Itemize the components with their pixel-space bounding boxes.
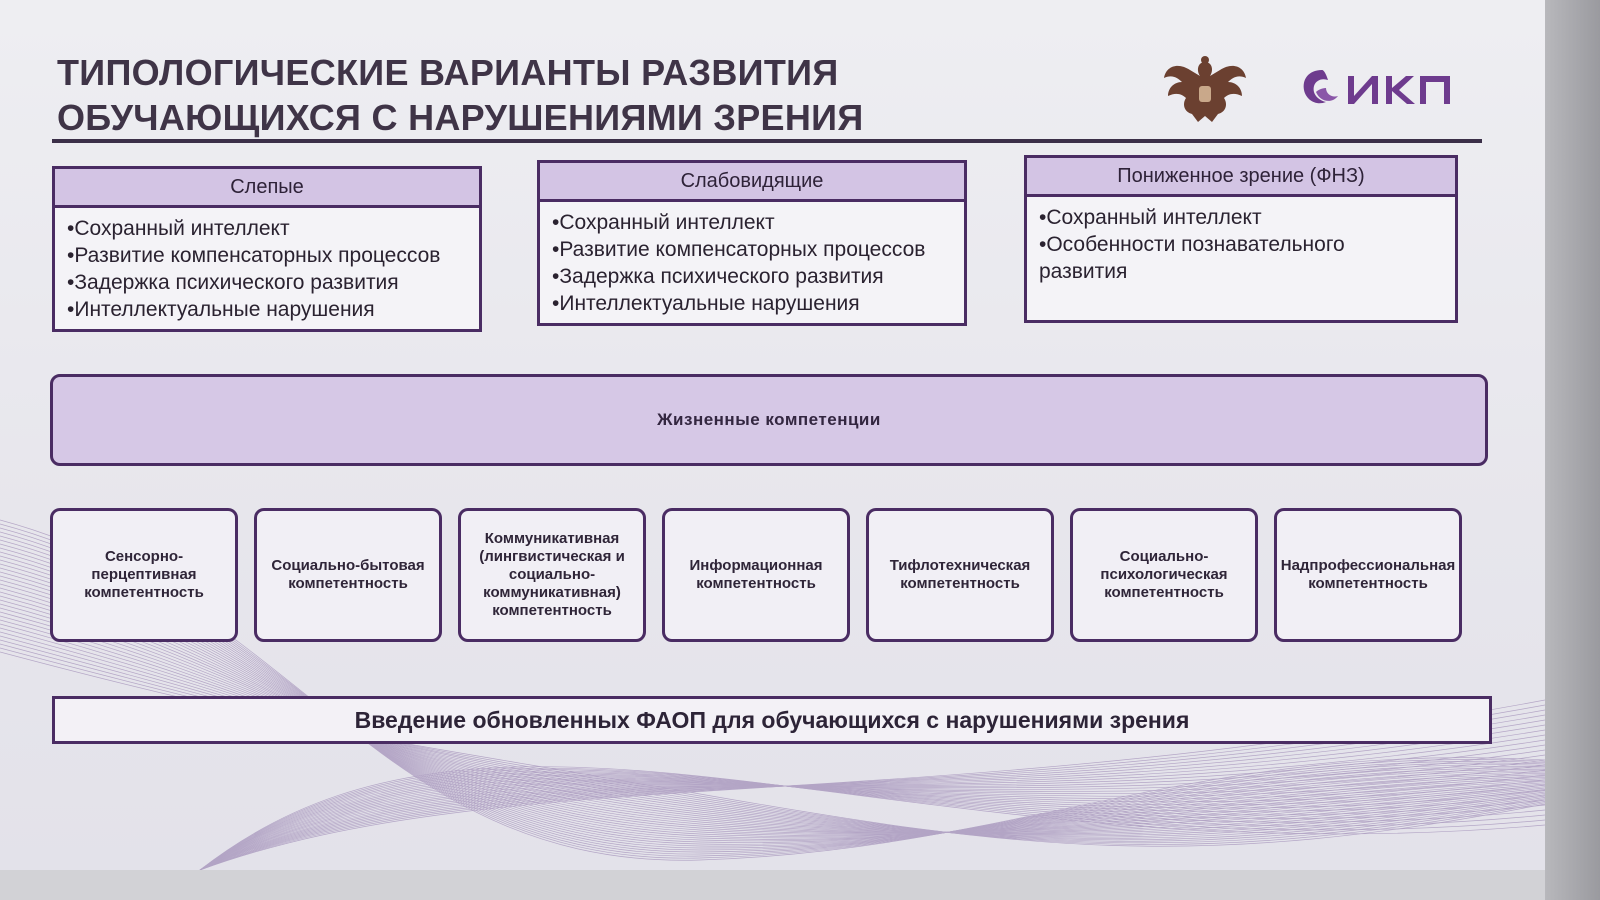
competency-label: Социально-бытовая компетентность xyxy=(271,557,425,592)
eagle-emblem-icon xyxy=(1160,52,1250,130)
title-line-1: ТИПОЛОГИЧЕСКИЕ ВАРИАНТЫ РАЗВИТИЯ xyxy=(57,52,839,93)
competencies-row xyxy=(50,508,1490,646)
title-divider xyxy=(52,139,1482,143)
list-item: •Интеллектуальные нарушения xyxy=(67,298,375,321)
category-blind xyxy=(52,166,482,332)
monitor-bezel xyxy=(1545,0,1600,900)
list-item: •Развитие компенсаторных процессов xyxy=(67,244,441,267)
category-header: Слабовидящие xyxy=(540,163,964,202)
category-header: Слепые xyxy=(55,169,479,208)
category-header: Пониженное зрение (ФНЗ) xyxy=(1027,158,1455,197)
competency-card xyxy=(662,508,850,642)
competency-card xyxy=(254,508,442,642)
category-list xyxy=(1027,197,1409,285)
list-item: •Задержка психического развития xyxy=(67,271,399,294)
competency-label: Надпрофессиональная компетентность xyxy=(1280,557,1456,592)
category-low-vision xyxy=(537,160,967,326)
competency-label: Тифлотехническая компетентность xyxy=(889,557,1031,592)
life-competencies-box xyxy=(50,374,1488,466)
list-item: •Развитие компенсаторных процессов xyxy=(552,238,926,261)
footer-banner xyxy=(52,696,1492,744)
competency-label: Коммуникативная (лингвистическая и социально-коммуникативная) компетентность xyxy=(479,530,625,619)
life-competencies-label: Жизненные компетенции xyxy=(657,410,881,429)
list-item: •Сохранный интеллект xyxy=(552,211,775,234)
list-item: •Сохранный интеллект xyxy=(67,217,290,240)
competency-card xyxy=(1070,508,1258,642)
title-line-2: ОБУЧАЮЩИХСЯ С НАРУШЕНИЯМИ ЗРЕНИЯ xyxy=(57,97,864,138)
category-list xyxy=(55,208,479,323)
list-item: •Интеллектуальные нарушения xyxy=(552,292,860,315)
slide-title xyxy=(57,50,1057,140)
competency-label: Сенсорно-перцептивная компетентность xyxy=(84,548,204,601)
competency-card xyxy=(866,508,1054,642)
competency-label: Социально-психологическая компетентность xyxy=(1100,548,1228,601)
category-list xyxy=(540,202,964,317)
category-reduced-vision xyxy=(1024,155,1458,323)
list-item: •Сохранный интеллект xyxy=(1039,206,1262,229)
competency-label: Информационная компетентность xyxy=(689,557,823,592)
list-item: •Особенности познавательного развития xyxy=(1039,233,1345,283)
competency-card xyxy=(458,508,646,642)
ikp-logo xyxy=(1296,62,1466,114)
competency-card xyxy=(50,508,238,642)
screen-bottom-edge xyxy=(0,870,1545,900)
competency-card xyxy=(1274,508,1462,642)
footer-label: Введение обновленных ФАОП для обучающихся с нарушениями зрения xyxy=(354,706,1190,733)
list-item: •Задержка психического развития xyxy=(552,265,884,288)
